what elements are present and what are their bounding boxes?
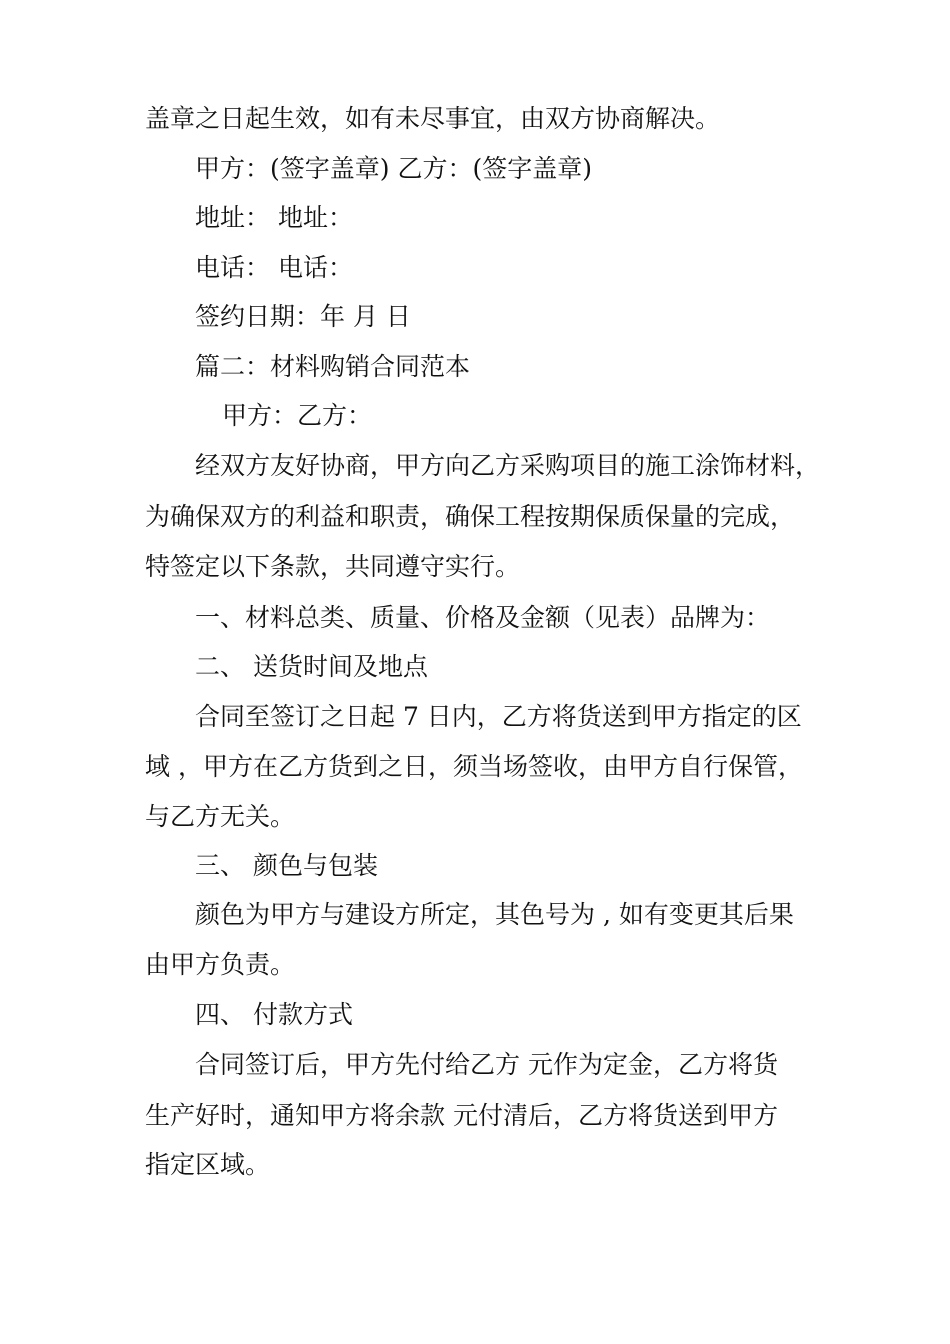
signature-line: 甲方：(签字盖章) 乙方：(签字盖章) bbox=[195, 154, 592, 183]
paragraph-line: 域 ，甲方在乙方货到之日，须当场签收，由甲方自行保管， bbox=[145, 752, 803, 781]
paragraph-line: 由甲方负责。 bbox=[145, 950, 296, 979]
clause-heading: 一、材料总类、质量、价格及金额（见表）品牌为： bbox=[195, 603, 771, 632]
paragraph-line: 特签定以下条款，共同遵守实行。 bbox=[145, 552, 521, 581]
sign-date-line: 签约日期：年 月 日 bbox=[195, 302, 411, 331]
paragraph-line: 为确保双方的利益和职责，确保工程按期保质保量的完成， bbox=[145, 502, 796, 531]
text-line: 盖章之日起生效，如有未尽事宜，由双方协商解决。 bbox=[145, 104, 721, 133]
paragraph-line: 与乙方无关。 bbox=[145, 802, 296, 831]
paragraph-line: 经双方友好协商，甲方向乙方采购项目的施工涂饰材料， bbox=[195, 451, 821, 480]
clause-heading: 四、 付款方式 bbox=[195, 1000, 353, 1029]
phone-line: 电话： 电话： bbox=[195, 253, 353, 282]
parties-line: 甲方：乙方： bbox=[222, 401, 373, 430]
clause-heading: 二、 送货时间及地点 bbox=[195, 652, 428, 681]
paragraph-line: 生产好时，通知甲方将余款 元付清后，乙方将货送到甲方 bbox=[145, 1101, 778, 1130]
paragraph-line: 合同签订后，甲方先付给乙方 元作为定金，乙方将货 bbox=[195, 1050, 778, 1079]
address-line: 地址： 地址： bbox=[195, 203, 353, 232]
paragraph-line: 颜色为甲方与建设方所定，其色号为 , 如有变更其后果 bbox=[195, 900, 794, 929]
section-heading: 篇二：材料购销合同范本 bbox=[195, 352, 471, 381]
paragraph-line: 合同至签订之日起 7 日内，乙方将货送到甲方指定的区 bbox=[195, 702, 802, 731]
paragraph-line: 指定区域。 bbox=[145, 1150, 271, 1179]
clause-heading: 三、 颜色与包装 bbox=[195, 851, 378, 880]
